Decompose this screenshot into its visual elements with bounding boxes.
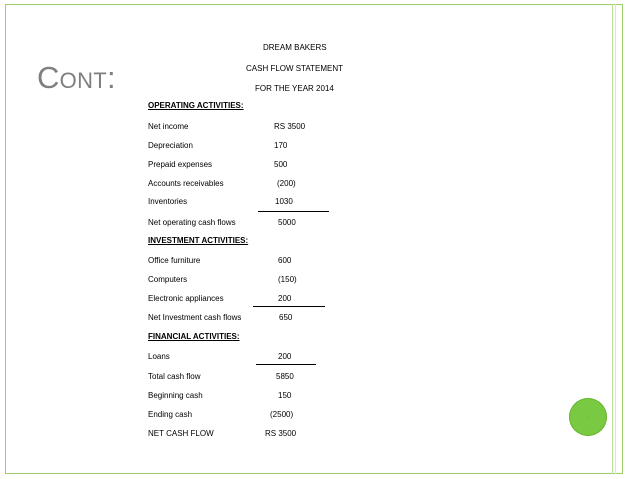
investment-title: INVESTMENT ACTIVITIES: <box>148 236 249 245</box>
row-value: RS 3500 <box>265 429 297 438</box>
row-label: Beginning cash <box>148 391 203 400</box>
row-value: 200 <box>278 294 292 303</box>
row-label: Computers <box>148 275 188 284</box>
row-value: 600 <box>278 256 292 265</box>
row-label: Inventories <box>148 197 188 206</box>
row-value: 150 <box>278 391 292 400</box>
statement-name: CASH FLOW STATEMENT <box>246 64 344 73</box>
side-decoration-strip <box>612 4 624 474</box>
row-value: 5000 <box>278 218 296 227</box>
row-label: Depreciation <box>148 141 193 150</box>
row-value: (150) <box>278 275 297 284</box>
row-value: 1030 <box>275 197 293 206</box>
financial-title: FINANCIAL ACTIVITIES: <box>148 332 240 341</box>
row-value: (2500) <box>270 410 294 419</box>
subtotal-rule <box>256 364 316 365</box>
row-label: Accounts receivables <box>148 179 224 188</box>
slide-title: Cont: <box>37 60 116 95</box>
row-value: RS 3500 <box>274 122 306 131</box>
row-value: 5850 <box>276 372 294 381</box>
subtotal-rule <box>258 211 329 212</box>
statement-period: FOR THE YEAR 2014 <box>255 84 334 93</box>
decorative-dot <box>587 417 589 419</box>
row-label: Office furniture <box>148 256 201 265</box>
row-label: Total cash flow <box>148 372 201 381</box>
row-value: 650 <box>279 313 293 322</box>
row-value: (200) <box>277 179 296 188</box>
row-label: Net income <box>148 122 189 131</box>
row-value: 200 <box>278 352 292 361</box>
row-value: 500 <box>274 160 288 169</box>
row-label: Prepaid expenses <box>148 160 213 169</box>
row-label: Net operating cash flows <box>148 218 236 227</box>
row-label: NET CASH FLOW <box>148 429 214 438</box>
operating-title: OPERATING ACTIVITIES: <box>148 101 244 110</box>
company-name: DREAM BAKERS <box>263 43 327 52</box>
row-value: 170 <box>274 141 288 150</box>
row-label: Ending cash <box>148 410 193 419</box>
row-label: Electronic appliances <box>148 294 224 303</box>
row-label: Loans <box>148 352 170 361</box>
row-label: Net Investment cash flows <box>148 313 242 322</box>
subtotal-rule <box>253 306 325 307</box>
